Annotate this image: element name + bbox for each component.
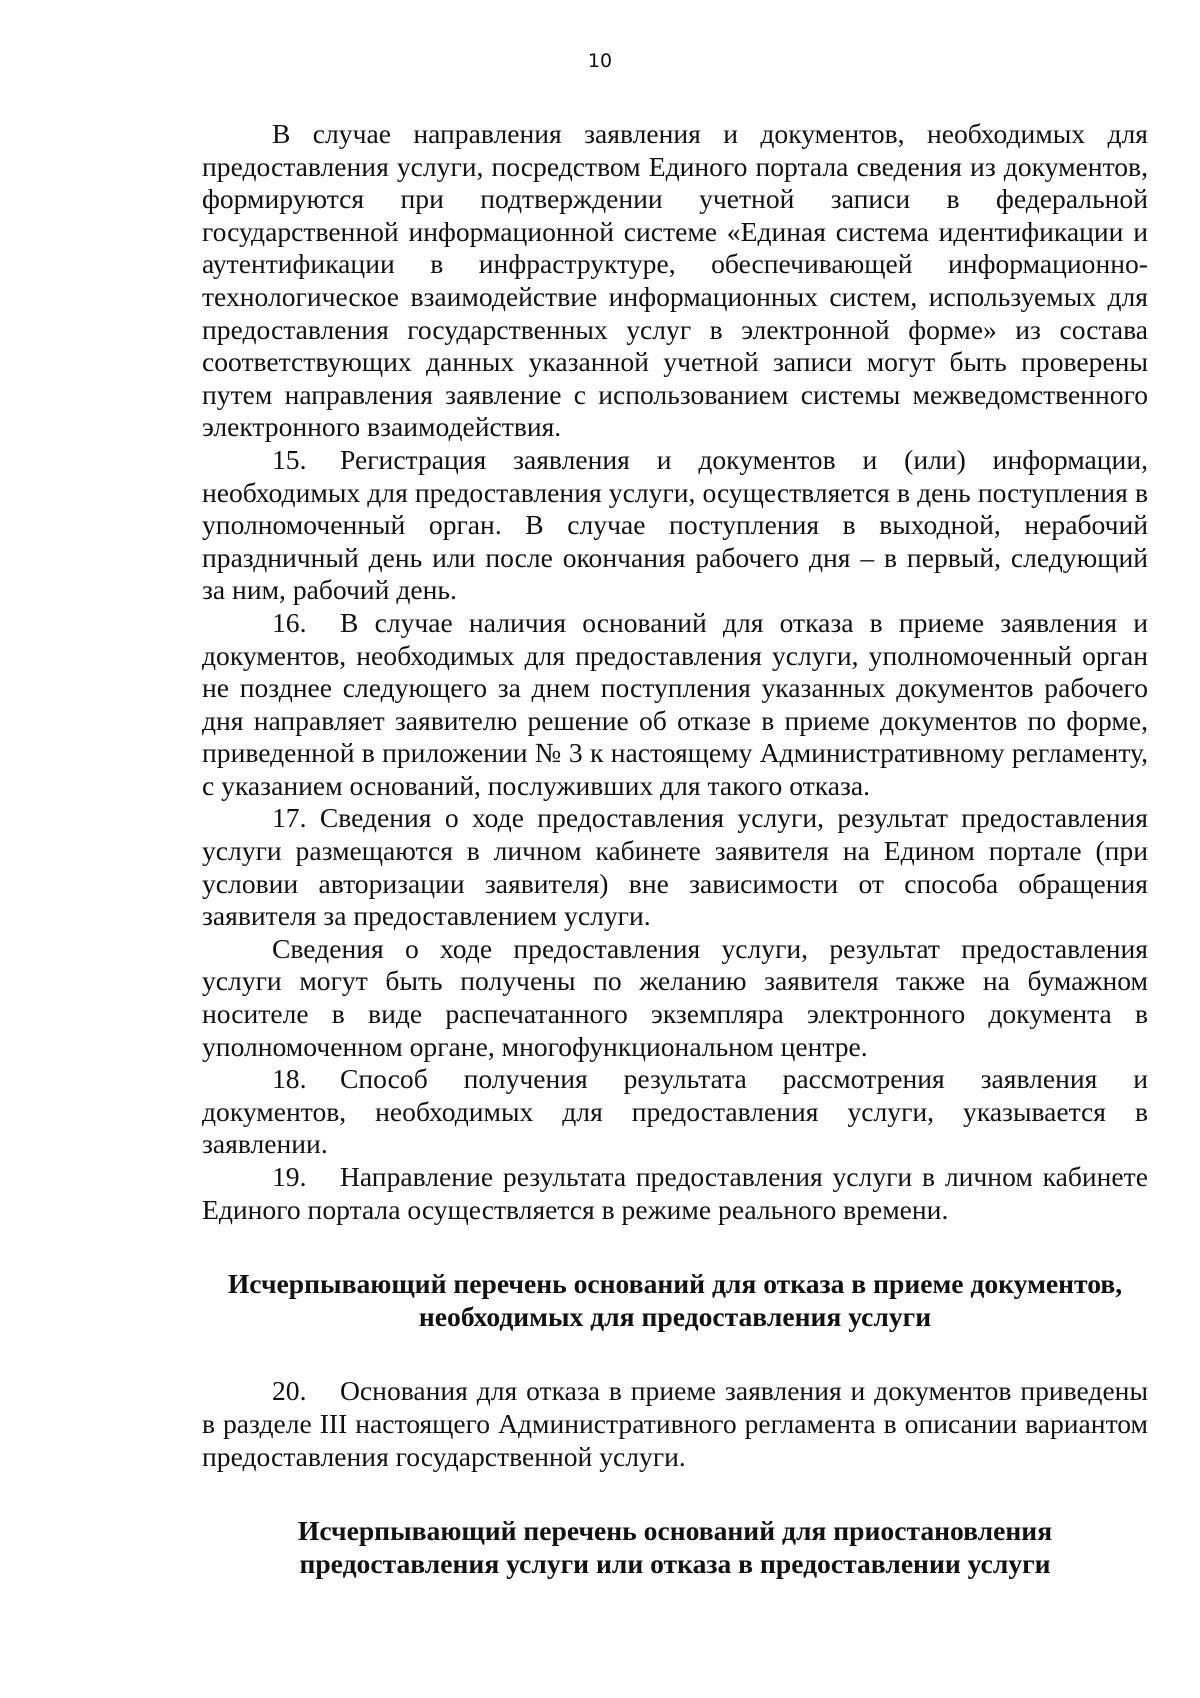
item-number-15: 15. — [272, 443, 307, 475]
item-number-19: 19. — [272, 1161, 307, 1192]
item-text-19: Направление результата предоставления услуги в личном кабинете Единого портала осуществляется в режиме реального времени. — [202, 1161, 1148, 1225]
section-gap — [202, 1473, 1148, 1515]
heading-line-1: Исчерпывающий перечень оснований для приостановления — [297, 1515, 1053, 1547]
item-text-18: Способ получения результата рассмотрения заявления и документов, необходимых для предоставления услуги, указывается в заявлении. — [202, 1063, 1148, 1160]
item-text-16: В случае наличия оснований для отказа в приеме заявления и документов, необходимых для предоставления услуги, уполномоченный орган не позднее следующего за днем поступления указанных документов рабочего дня направляет заявителю решение об отказе в приеме документов по форме, приведенной в приложении № 3 к настоящему Административному регламенту, с указанием оснований, послуживших для такого отказа. — [202, 606, 1148, 801]
item-number-18: 18. — [272, 1063, 307, 1095]
paragraph-item-18 — [202, 1063, 1148, 1161]
section-gap — [202, 1333, 1148, 1375]
paragraph-item-20 — [202, 1375, 1148, 1473]
item-number-20: 20. — [272, 1375, 307, 1407]
section-heading-suspension-refusal — [202, 1515, 1148, 1580]
document-body — [202, 118, 1148, 1580]
section-heading-refusal-documents — [202, 1268, 1148, 1333]
heading-line-1: Исчерпывающий перечень оснований для отказа в приеме документов, — [227, 1268, 1123, 1300]
item-text-15: Регистрация заявления и документов и (или) информации, необходимых для предоставления услуги, осуществляется в день поступления в уполномоченный орган. В случае поступления в выходной, нерабочий праздничный день или после окончания рабочего дня – в первый, следующий за ним, рабочий день. — [202, 443, 1148, 606]
heading-line-2: предоставления услуги или отказа в предоставлении услуги — [299, 1547, 1051, 1579]
page-number: 10 — [587, 50, 613, 72]
paragraph-item-17-continuation: Сведения о ходе предоставления услуги, результат предоставления услуги могут быть получены по желанию заявителя также на бумажном носителе в виде распечатанного экземпляра электронного документа в уполномоченном органе, многофункциональном центре. — [202, 932, 1148, 1062]
heading-line-2: необходимых для предоставления услуги — [418, 1300, 932, 1332]
paragraph-item-17: 17. Сведения о ходе предоставления услуги, результат предоставления услуги размещаются в личном кабинете заявителя на Едином портале (при условии авторизации заявителя) вне зависимости от способа обращения заявителя за предоставлением услуги. — [202, 802, 1148, 932]
paragraph-item-16 — [202, 607, 1148, 803]
item-text-20: Основания для отказа в приеме заявления и документов приведены в разделе III настоящего Административного регламента в описании вариантом предоставления государственной услуги. — [202, 1375, 1148, 1472]
section-gap — [202, 1226, 1148, 1268]
item-number-16: 16. — [272, 606, 307, 638]
paragraph-item-19 — [202, 1161, 1148, 1226]
paragraph-item-15 — [202, 444, 1148, 607]
paragraph-intro: В случае направления заявления и документов, необходимых для предоставления услуги, посредством Единого портала сведения из документов, формируются при подтверждении учетной записи в федеральной государственной информационной системе «Единая система идентификации и аутентификации в инфраструктуре, обеспечивающей информационно-технологическое взаимодействие информационных систем, используемых для предоставления государственных услуг в электронной форме» из состава соответствующих данных указанной учетной записи могут быть проверены путем направления заявление с использованием системы межведомственного электронного взаимодействия. — [202, 118, 1148, 443]
